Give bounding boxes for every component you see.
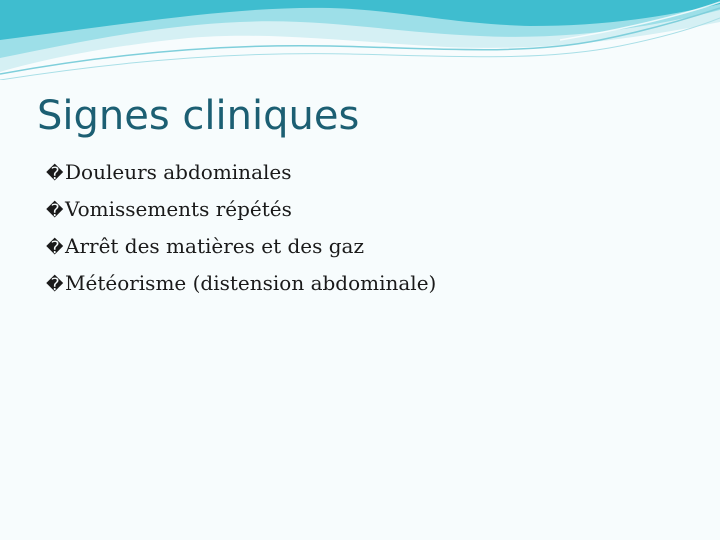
bullet-item-douleurs: [46, 154, 436, 191]
bullet-list: [46, 154, 436, 302]
bullet-glyph: �: [46, 275, 64, 295]
bullet-glyph: �: [46, 164, 64, 184]
bullet-text: Arrêt des matières et des gaz: [65, 234, 364, 258]
bullet-item-arret: [46, 228, 436, 265]
bullet-text: Vomissements répétés: [65, 197, 292, 221]
bullet-text: Météorisme (distension abdominale): [65, 271, 437, 295]
bullet-glyph: �: [46, 238, 64, 258]
bullet-text: Douleurs abdominales: [65, 160, 292, 184]
bullet-glyph: �: [46, 201, 64, 221]
bullet-item-meteorisme: [46, 265, 436, 302]
slide-title: Signes cliniques: [37, 93, 360, 139]
bullet-item-vomissements: [46, 191, 436, 228]
wave-header-decoration: [0, 0, 720, 80]
